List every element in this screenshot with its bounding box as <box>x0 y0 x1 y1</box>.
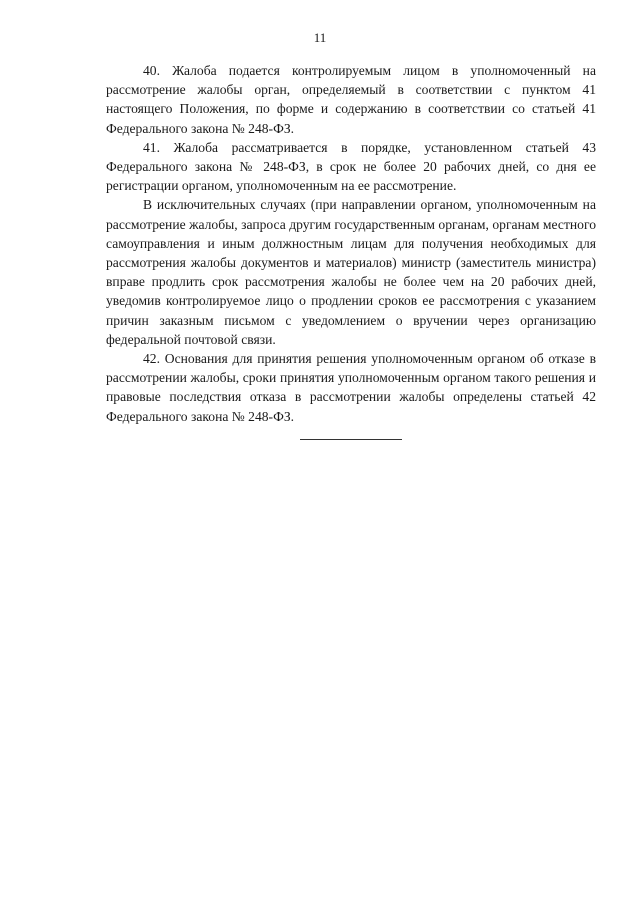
paragraph-item-40: 40. Жалоба подается контролируемым лицом в уполномоченный на рассмотрение жалобы орган, определяемый в соответствии с пунктом 41 настоящего Положения, по форме и содержанию в соответствии со статьей 41 Федерального закона № 248-ФЗ. <box>106 63 596 136</box>
paragraph-item-42: 42. Основания для принятия решения уполномоченным органом об отказе в рассмотрении жалобы, сроки принятия уполномоченным органом такого решения и правовые последствия отказа в рассмотрении жалобы определены статьей 42 Федерального закона № 248-ФЗ. <box>106 351 596 424</box>
paragraph-item-41: 41. Жалоба рассматривается в порядке, установленном статьей 43 Федерального закона № 248-ФЗ, в срок не более 20 рабочих дней, со дня ее регистрации органом, уполномоченным на ее рассмотрение. <box>106 139 596 194</box>
end-separator-line <box>300 439 402 440</box>
paragraph-item-41-exception: В исключительных случаях (при направлении органом, уполномоченным на рассмотрение жалобы, запроса другим государственным органам, органам местного самоуправления и иным должностным лицам для получения необходимых для рассмотрения жалобы документов и материалов) министр (заместитель министра) вправе продлить срок рассмотрения жалобы не более чем на 20 рабочих дней, уведомив контролируемое лицо о продлении сроков ее рассмотрения с указанием причин заказным письмом с уведомлением о вручении через организацию федеральной почтовой связи. <box>106 197 596 347</box>
document-body <box>106 61 596 426</box>
page-number: 11 <box>313 30 327 45</box>
